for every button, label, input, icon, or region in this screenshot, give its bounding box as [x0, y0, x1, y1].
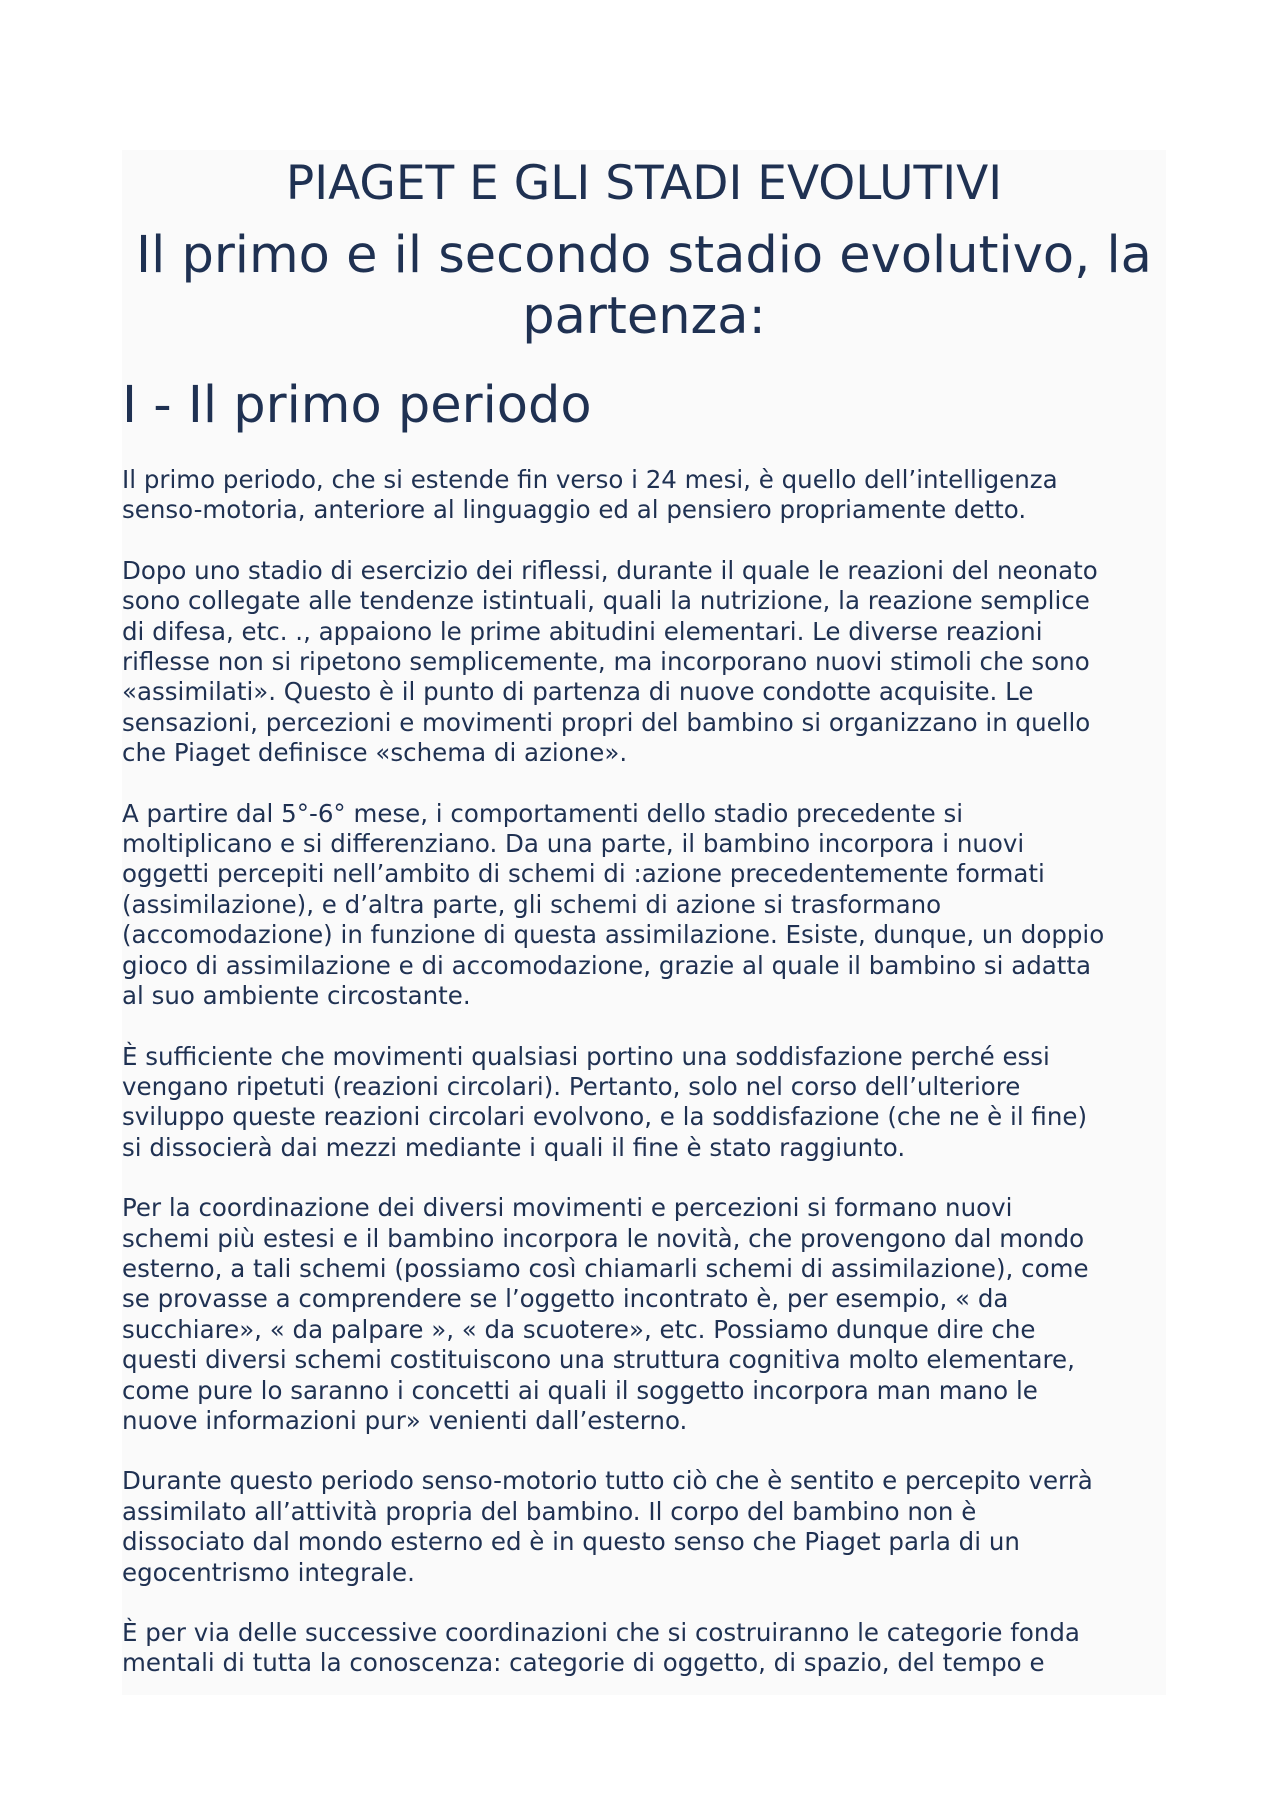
- paragraph: A partire dal 5°-6° mese, i comportamenti dello stadio precedente si moltiplicano e si differenziano. Da una parte, il bambino incorpora i nuovi oggetti percepiti nell’ambito di schemi di :azione precedentemente formati (assimilazione), e d’altra parte, gli schemi di azione si trasformano (accomodazione) in funzione di questa assimilazione. Esiste, dunque, un doppio gioco di assimilazione e di accomodazione, grazie al quale il bambino si adatta al suo ambiente circostante.: [122, 798, 1105, 1011]
- section-heading: I - Il primo periodo: [122, 376, 592, 435]
- paragraph: Durante questo periodo senso-motorio tutto ciò che è sentito e percepito verrà assimilato all’attività propria del bambino. Il corpo del bambino non è dissociato dal mondo esterno ed è in questo senso che Piaget parla di un egocentrismo integrale.: [122, 1466, 1093, 1587]
- document-subtitle: Il primo e il secondo stadio evolutivo, la partenza:: [136, 226, 1152, 346]
- paragraph: Per la coordinazione dei diversi movimenti e percezioni si formano nuovi schemi più estesi e il bambino incorpora le novità, che provengono dal mondo esterno, a tali schemi (possiamo così chiamarli schemi di assimilazione), come se provasse a comprendere se l’oggetto incontrato è, per esempio, « da succhiare», « da palpare », « da scuotere», etc. Possiamo dunque dire che questi diversi schemi costituiscono una struttura cognitiva molto elementare, come pure lo saranno i concetti ai quali il soggetto incorpora man mano le nuove informazioni pur» venienti dall’esterno.: [122, 1193, 1089, 1435]
- paragraph: È sufficiente che movimenti qualsiasi portino una soddisfazione perché essi vengano ripetuti (reazioni circolari). Pertanto, solo nel corso dell’ulteriore sviluppo queste reazioni circolari evolvono, e la soddisfazione (che ne è il fine) si dissocierà dai mezzi mediante i quali il fine è stato raggiunto.: [122, 1041, 1088, 1162]
- body-text: [122, 465, 1166, 1679]
- paragraph: Dopo uno stadio di esercizio dei riflessi, durante il quale le reazioni del neonato sono collegate alle tendenze istintuali, quali la nutrizione, la reazione semplice di difesa, etc. ., appaiono le prime abitudini elementari. Le diverse reazioni riflesse non si ripetono semplicemente, ma incorporano nuovi stimoli che sono «assimilati». Questo è il punto di partenza di nuove condotte acquisite. Le sensazioni, percezioni e movimenti propri del bambino si organizzano in quello che Piaget definisce «schema di azione».: [122, 555, 1098, 768]
- paragraph: È per via delle successive coordinazioni che si costruiranno le categorie fonda mentali di tutta la conoscenza: categorie di oggetto, di spazio, del tempo e: [122, 1618, 1080, 1678]
- document-title: PIAGET E GLI STADI EVOLUTIVI: [285, 156, 1003, 211]
- paragraph: Il primo periodo, che si estende fin verso i 24 mesi, è quello dell’intelligenza senso-motoria, anteriore al linguaggio ed al pensiero propriamente detto.: [122, 465, 1058, 525]
- document-content: [122, 150, 1166, 1695]
